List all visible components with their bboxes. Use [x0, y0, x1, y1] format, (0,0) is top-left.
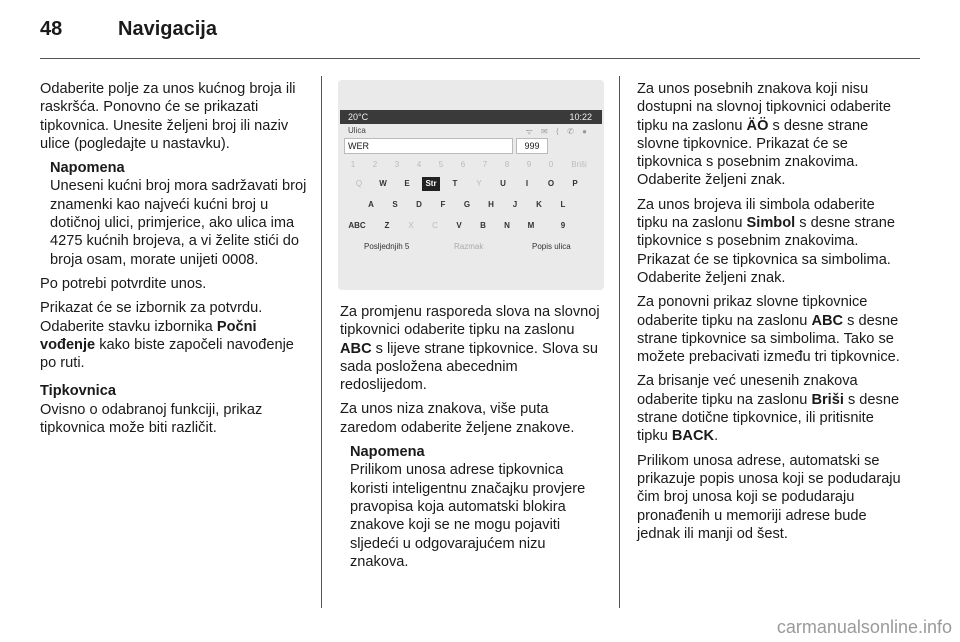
street-input[interactable]: WER: [344, 138, 513, 154]
key[interactable]: E: [404, 179, 410, 188]
key[interactable]: 4: [416, 160, 422, 169]
keyboard-screen-photo: [338, 80, 604, 290]
key[interactable]: X: [408, 221, 414, 230]
key-selected[interactable]: Str: [422, 177, 440, 191]
field-label: Ulica: [348, 126, 366, 135]
note-title: Napomena: [50, 160, 125, 177]
clock: 10:22: [569, 112, 592, 122]
note-box: [40, 159, 308, 269]
key[interactable]: M: [527, 221, 535, 230]
last-5-button[interactable]: Posljednjih 5: [364, 242, 410, 251]
column-divider: [321, 76, 322, 608]
status-icons: ᯤ ✉ ⟨ ✆ ●: [525, 127, 590, 136]
key[interactable]: V: [456, 221, 462, 230]
page-number: 48: [40, 18, 63, 40]
screen-bottom-bar: [344, 240, 596, 254]
key[interactable]: N: [504, 221, 510, 230]
column-3: [637, 80, 905, 549]
key-ref: BACK: [671, 428, 715, 445]
paragraph: Za unos niza znakova, više puta zaredom odaberite željene znakove.: [340, 401, 575, 436]
paragraph: Za promjenu rasporeda slova na slovnoj tipkovnici odaberite tipku na zaslonu ABC s lijeve strane tipkovnice. Slova su sada posložena abecednim redoslijedom.: [340, 304, 600, 394]
delete-key[interactable]: Briši: [571, 160, 587, 169]
key[interactable]: 1: [350, 160, 356, 169]
key[interactable]: 9: [560, 221, 566, 230]
paragraph: Odaberite polje za unos kućnog broja ili raskršća. Ponovno će se prikazati tipkovnica. Unesite željeni broj ili naziv ulice (pogledajte u nastavku).: [40, 81, 296, 152]
paragraph: Prikazat će se izbornik za potvrdu. Odaberite stavku izbornika Počni vođenje kako biste započeli navođenje po ruti.: [40, 300, 294, 372]
paragraph: Za brisanje već unesenih znakova odaberite tipku na zaslonu Briši s desne strane dotične tipkovnice, ili pritisnite tipku BACK.: [637, 373, 900, 445]
key[interactable]: T: [452, 179, 458, 188]
paragraph: Za ponovni prikaz slovne tipkovnice odaberite tipku na zaslonu ABC s desne strane tipkovnice sa simbolima. Tako se možete prebacivati između tri tipkovnice.: [637, 294, 900, 366]
key-ref: ABC: [811, 312, 844, 329]
key[interactable]: D: [416, 200, 422, 209]
key[interactable]: 5: [438, 160, 444, 169]
key[interactable]: 9: [526, 160, 532, 169]
key[interactable]: F: [440, 200, 446, 209]
street-list-button[interactable]: Popis ulica: [532, 242, 571, 251]
key[interactable]: P: [572, 179, 578, 188]
key-ref: Briši: [811, 391, 844, 408]
page-title: Navigacija: [118, 18, 217, 40]
key[interactable]: 2: [372, 160, 378, 169]
note-text: Prilikom unosa adrese tipkovnica koristi inteligentnu značajku provjere pravopisa koja automatski blokira znakove koji se ne mogu pojaviti sljedeći u odgovarajućem nizu znakova.: [350, 462, 586, 570]
watermark: carmanualsonline.info: [776, 617, 952, 637]
note-box: [340, 443, 604, 571]
key[interactable]: 0: [548, 160, 554, 169]
key[interactable]: Q: [355, 179, 363, 188]
key[interactable]: 8: [504, 160, 510, 169]
key[interactable]: J: [512, 200, 518, 209]
letter-row-3: [344, 219, 596, 235]
digit-row: [344, 158, 596, 174]
key[interactable]: W: [379, 179, 387, 188]
key[interactable]: L: [560, 200, 566, 209]
paragraph: Ovisno o odabranoj funkciji, prikaz tipkovnica može biti različit.: [40, 401, 263, 437]
key[interactable]: 6: [460, 160, 466, 169]
key[interactable]: 7: [482, 160, 488, 169]
key[interactable]: A: [368, 200, 374, 209]
number-field[interactable]: 999: [516, 138, 548, 154]
key-ref: ÄÖ: [746, 117, 769, 134]
letter-row-1: [344, 177, 596, 193]
column-divider: [619, 76, 620, 608]
key[interactable]: H: [488, 200, 494, 209]
key[interactable]: Z: [384, 221, 390, 230]
temperature: 20°C: [348, 112, 369, 122]
paragraph: Za unos posebnih znakova koji nisu dostupni na slovnoj tipkovnici odaberite tipku na zaslonu ÄÖ s desne strane slovne tipkovnice. Prikazat će se tipkovnica s posebnim znakovima. Odaberite željeni znak.: [637, 81, 891, 189]
menu-item-ref: Počni vođenje: [40, 318, 257, 353]
page-header: [40, 18, 920, 48]
column-1: [40, 80, 308, 443]
key-ref: Simbol: [746, 215, 796, 232]
key-ref: ABC: [340, 340, 372, 357]
note-text: Uneseni kućni broj mora sadržavati broj znamenki kao najveći kućni broj u dotičnoj ulici, primjerice, ako ulica ima 4275 kućnih brojeva, a vi želite stići do broja osam, morate unijeti 0008.: [50, 178, 307, 268]
letter-row-2: [344, 198, 596, 214]
header-rule: [40, 58, 920, 59]
key[interactable]: C: [432, 221, 438, 230]
key[interactable]: O: [547, 179, 555, 188]
paragraph: Prilikom unosa adrese, automatski se prikazuje popis unosa koji se podudaraju čim broj unosa koji se podudaraju pronađenih u memoriji adrese bude jednak ili manji od šest.: [637, 452, 901, 542]
key[interactable]: S: [392, 200, 398, 209]
key[interactable]: U: [500, 179, 506, 188]
key[interactable]: I: [525, 179, 529, 188]
key[interactable]: G: [463, 200, 471, 209]
section-title: Tipkovnica: [40, 383, 116, 400]
key[interactable]: 3: [394, 160, 400, 169]
abc-key[interactable]: ABC: [348, 221, 366, 230]
paragraph: Po potrebi potvrdite unos.: [40, 275, 207, 292]
paragraph: Za unos brojeva ili simbola odaberite tipku na zaslonu Simbol s desne strane tipkovnice s posebnim znakovima. Prikazat će se tipkovnica sa simbolima. Odaberite željeni znak.: [637, 196, 895, 286]
column-2: [340, 303, 604, 577]
key[interactable]: B: [480, 221, 486, 230]
note-title: Napomena: [350, 444, 425, 461]
key[interactable]: Y: [476, 179, 482, 188]
space-button[interactable]: Razmak: [454, 242, 484, 251]
key[interactable]: K: [536, 200, 542, 209]
screen-status-bar: [340, 110, 602, 124]
